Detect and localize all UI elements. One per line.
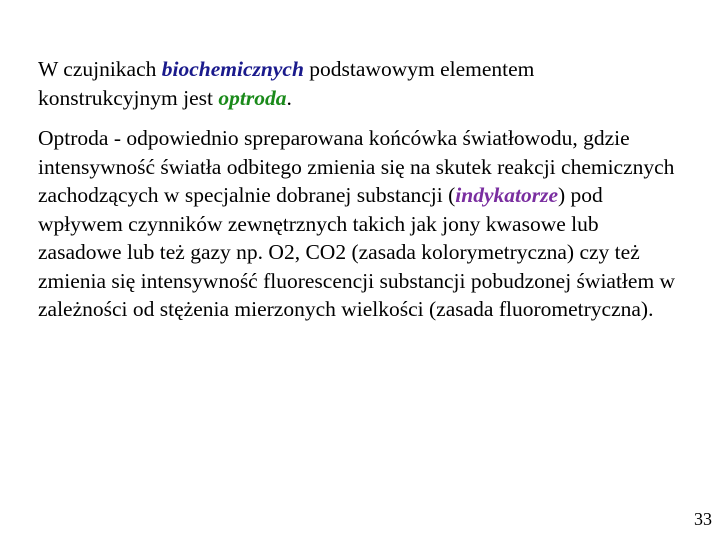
- p2-text-1: Optroda - odpowiednio spreparowana końcówka światłowodu, gdzie intensywność światła odbitego zmienia się na skutek reakcji chemicznych zachodzących w specjalnie dobranej substancji (: [38, 126, 675, 207]
- paragraph-optroda-intro: [38, 55, 678, 112]
- page-number: 33: [694, 509, 712, 529]
- p1-text-3: .: [286, 85, 292, 110]
- term-indykatorze: indykatorze: [455, 183, 559, 207]
- term-biochemicznych: biochemicznych: [161, 57, 304, 81]
- term-optroda: optroda: [218, 85, 287, 110]
- p1-text-1: W czujnikach: [38, 57, 162, 81]
- paragraph-optroda-definition: [38, 124, 678, 324]
- p1-text-2: podstawowym elementem konstrukcyjnym jest: [38, 57, 535, 110]
- p2-text-2: ) pod wpływem czynników zewnętrznych takich jak jony kwasowe lub zasadowe lub też gazy np. O2, CO2 (zasada kolorymetryczna) czy też zmienia się intensywność fluorescencji substancji pobudzonej światłem w zależności od stężenia mierzonych wielkości (zasada fluorometryczna).: [38, 183, 676, 321]
